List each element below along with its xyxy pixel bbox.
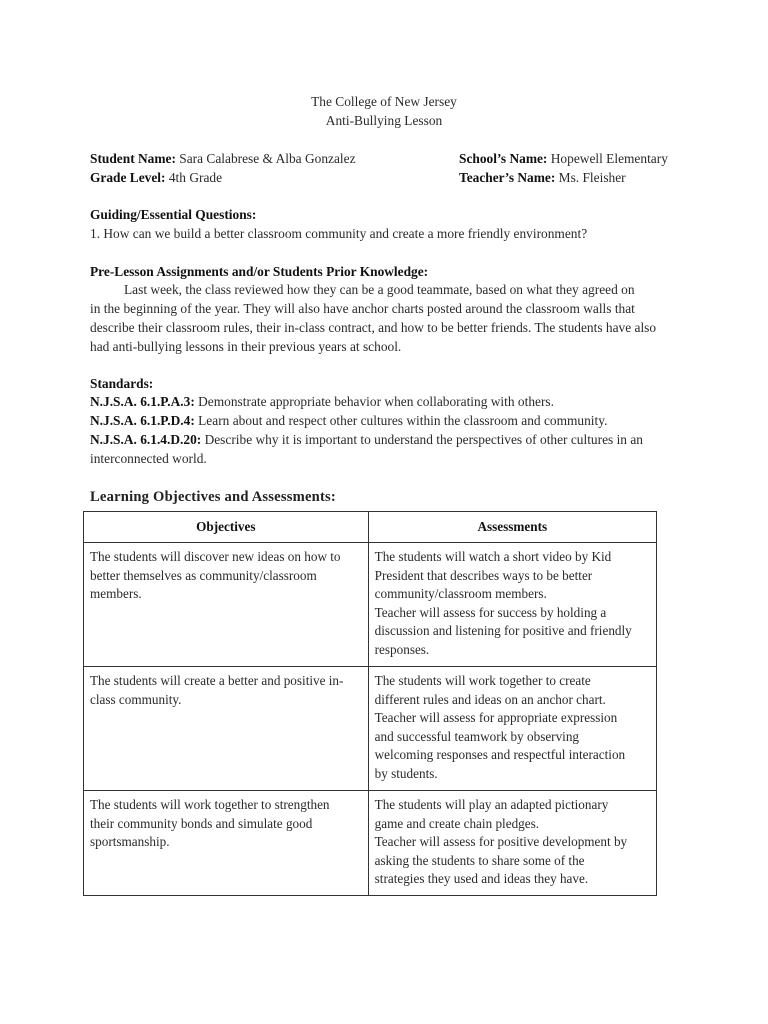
cell-text: strategies they used and ideas they have. <box>374 871 589 887</box>
cell-text: Teacher will assess for appropriate expression <box>374 710 618 726</box>
cell-text: The students will play an adapted pictionary <box>374 797 609 812</box>
standard-code: N.J.S.A. 6.1.4.D.20: <box>90 432 202 447</box>
standard-code: N.J.S.A. 6.1.P.D.4: <box>90 413 195 428</box>
cell-text: sportsmanship. <box>90 834 170 850</box>
cell-text: game and create chain pledges. <box>374 815 540 831</box>
table-row <box>84 791 657 896</box>
teacher-name-label: Teacher’s Name: <box>459 170 556 185</box>
standards-heading: Standards: <box>90 376 154 391</box>
table-header-row <box>84 512 657 543</box>
cell-text: asking the students to share some of the <box>374 852 585 868</box>
assessment-cell <box>368 543 656 667</box>
standard-item <box>90 392 554 411</box>
teacher-name-line <box>459 168 626 187</box>
prelesson-line-4: had anti-bullying lessons in their previous years at school. <box>90 339 402 354</box>
standard-text: Describe why it is important to understand the perspectives of other cultures in an <box>201 432 643 447</box>
prelesson-line-1 <box>90 280 635 299</box>
objective-cell <box>84 791 369 896</box>
grade-level-label: Grade Level: <box>90 170 166 185</box>
cell-text: better themselves as community/classroom <box>90 567 317 583</box>
guiding-question-1: 1. How can we build a better classroom community and create a more friendly environment? <box>90 226 588 241</box>
cell-text: welcoming responses and respectful interaction <box>374 747 626 763</box>
student-name-label: Student Name: <box>90 151 176 166</box>
cell-text: and successful teamwork by observing <box>374 728 580 744</box>
prelesson-line-3: describe their classroom rules, their in-class contract, and how to be better friends. The students have also <box>90 320 657 335</box>
column-header-objectives: Objectives <box>84 512 369 543</box>
objective-cell <box>84 667 369 791</box>
student-name-line <box>90 149 356 168</box>
prelesson-line-2: in the beginning of the year. They will also have anchor charts posted around the classroom walls that <box>90 301 635 316</box>
column-header-assessments: Assessments <box>368 512 656 543</box>
prelesson-heading: Pre-Lesson Assignments and/or Students Prior Knowledge: <box>90 264 429 279</box>
institution-title: The College of New Jersey <box>311 94 457 109</box>
cell-text: different rules and ideas on an anchor chart. <box>374 691 606 707</box>
lesson-title: Anti-Bullying Lesson <box>325 113 443 128</box>
assessment-cell <box>368 667 656 791</box>
grade-level-value: 4th Grade <box>168 170 223 185</box>
cell-text: Teacher will assess for positive development by <box>374 834 628 850</box>
school-name-label: School’s Name: <box>459 151 548 166</box>
cell-text: President that describes ways to be better <box>374 567 593 583</box>
learning-objectives-heading: Learning Objectives and Assessments: <box>90 489 336 505</box>
objective-cell <box>84 543 369 667</box>
cell-text: The students will watch a short video by Kid <box>374 549 612 564</box>
cell-text: members. <box>90 586 142 602</box>
cell-text: discussion and listening for positive and friendly <box>374 623 632 639</box>
assessment-cell <box>368 791 656 896</box>
standard-continuation: interconnected world. <box>90 451 207 466</box>
table-row <box>84 543 657 667</box>
prelesson-text-1: Last week, the class reviewed how they can be a good teammate, based on what they agreed on <box>124 282 635 297</box>
cell-text: The students will work together to create <box>374 673 591 688</box>
cell-text: The students will create a better and positive in- <box>90 673 344 688</box>
guiding-questions-heading: Guiding/Essential Questions: <box>90 207 257 222</box>
cell-text: community/classroom members. <box>374 586 547 602</box>
standard-item <box>90 411 607 430</box>
table-row <box>84 667 657 791</box>
grade-level-line <box>90 168 222 187</box>
school-name-line <box>459 149 668 168</box>
school-name-value: Hopewell Elementary <box>550 151 668 166</box>
standard-item <box>90 430 643 449</box>
student-name-value: Sara Calabrese & Alba Gonzalez <box>179 151 356 166</box>
cell-text: The students will work together to strengthen <box>90 797 330 812</box>
cell-text: The students will discover new ideas on how to <box>90 549 341 564</box>
cell-text: their community bonds and simulate good <box>90 815 313 831</box>
cell-text: class community. <box>90 691 182 707</box>
cell-text: Teacher will assess for success by holding a <box>374 604 607 620</box>
standard-text: Demonstrate appropriate behavior when collaborating with others. <box>194 394 554 409</box>
standard-code: N.J.S.A. 6.1.P.A.3: <box>90 394 195 409</box>
objectives-table <box>83 511 657 896</box>
teacher-name-value: Ms. Fleisher <box>558 170 626 185</box>
cell-text: responses. <box>374 641 430 657</box>
cell-text: by students. <box>374 765 438 781</box>
standard-text: Learn about and respect other cultures within the classroom and community. <box>194 413 608 428</box>
